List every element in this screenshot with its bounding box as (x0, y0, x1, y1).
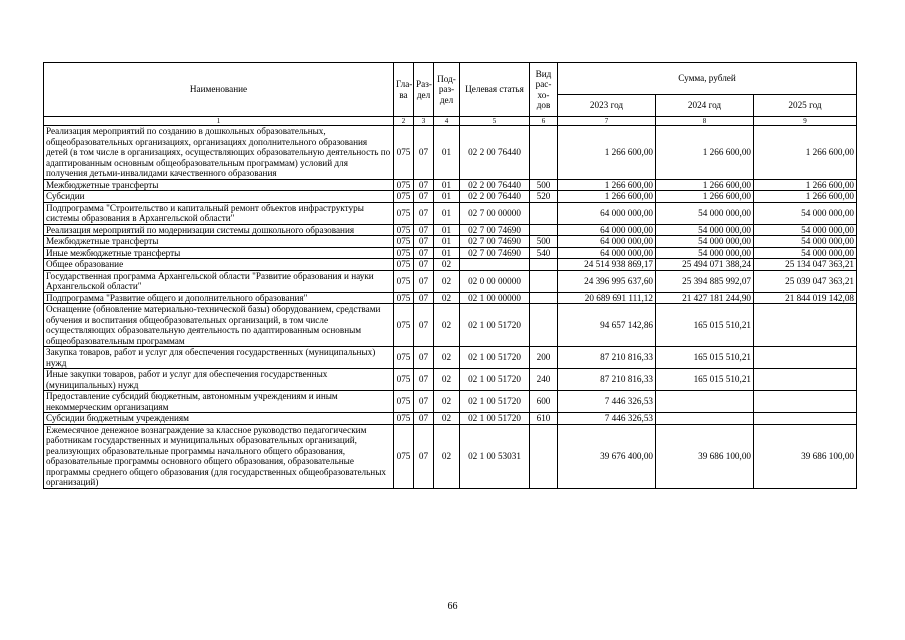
row-glava: 075 (394, 413, 414, 425)
row-target-article: 02 7 00 74690 (460, 247, 530, 259)
table-row (44, 247, 857, 259)
row-razdel: 07 (414, 224, 434, 236)
table-row (44, 236, 857, 248)
row-amount-2025: 21 844 019 142,08 (754, 292, 857, 304)
row-expense-type (530, 259, 558, 271)
row-target-article: 02 1 00 51720 (460, 304, 530, 347)
table-row (44, 202, 857, 224)
row-amount-2024: 165 015 510,21 (656, 347, 754, 369)
row-podrazdel: 01 (434, 247, 460, 259)
row-razdel: 07 (414, 236, 434, 248)
row-razdel: 07 (414, 424, 434, 488)
row-amount-2023: 64 000 000,00 (558, 236, 656, 248)
page-number: 66 (447, 601, 458, 612)
row-name: Иные закупки товаров, работ и услуг для обеспечения государственных (муниципальных) нужд (44, 369, 394, 391)
row-amount-2024: 25 394 885 992,07 (656, 270, 754, 292)
row-expense-type (530, 304, 558, 347)
row-target-article: 02 2 00 76440 (460, 126, 530, 180)
row-amount-2025 (754, 391, 857, 413)
table-row (44, 292, 857, 304)
row-amount-2024 (656, 413, 754, 425)
row-podrazdel: 01 (434, 236, 460, 248)
column-number: 7 (558, 117, 656, 126)
row-podrazdel: 02 (434, 413, 460, 425)
row-podrazdel: 01 (434, 202, 460, 224)
row-name: Закупка товаров, работ и услуг для обеспечения государственных (муниципальных) нужд (44, 347, 394, 369)
row-podrazdel: 02 (434, 391, 460, 413)
row-amount-2023: 87 210 816,33 (558, 347, 656, 369)
table-row (44, 126, 857, 180)
row-target-article: 02 2 00 76440 (460, 191, 530, 203)
header-year-2023: 2023 год (558, 95, 656, 117)
row-amount-2025: 25 039 047 363,21 (754, 270, 857, 292)
row-amount-2023: 64 000 000,00 (558, 247, 656, 259)
row-target-article: 02 1 00 51720 (460, 413, 530, 425)
column-number: 6 (530, 117, 558, 126)
row-podrazdel: 01 (434, 224, 460, 236)
table-row (44, 179, 857, 191)
table-row (44, 413, 857, 425)
table-row (44, 347, 857, 369)
row-name: Ежемесячное денежное вознаграждение за классное руководство педагогическим работникам государственных и муниципальных образовательных организаций, реализующих образовательные программы начального общего образования, образовательные программы основного общего образования, образовательные программы среднего общего образования (для государственных общеобразовательных организаций) (44, 424, 394, 488)
table-row (44, 191, 857, 203)
row-amount-2024: 54 000 000,00 (656, 247, 754, 259)
row-amount-2023: 39 676 400,00 (558, 424, 656, 488)
row-glava: 075 (394, 191, 414, 203)
column-number-row (44, 117, 857, 126)
row-glava: 075 (394, 391, 414, 413)
row-name: Субсидии (44, 191, 394, 203)
row-expense-type (530, 424, 558, 488)
column-number: 8 (656, 117, 754, 126)
row-expense-type: 610 (530, 413, 558, 425)
row-razdel: 07 (414, 347, 434, 369)
row-expense-type: 520 (530, 191, 558, 203)
budget-table (43, 62, 857, 489)
header-podrazdel: Под-раз-дел (434, 63, 460, 117)
row-glava: 075 (394, 424, 414, 488)
row-expense-type: 540 (530, 247, 558, 259)
row-target-article: 02 1 00 51720 (460, 347, 530, 369)
row-glava: 075 (394, 247, 414, 259)
row-razdel: 07 (414, 413, 434, 425)
row-amount-2024: 1 266 600,00 (656, 126, 754, 180)
row-name: Подпрограмма "Развитие общего и дополнительного образования" (44, 292, 394, 304)
row-razdel: 07 (414, 259, 434, 271)
row-amount-2024: 39 686 100,00 (656, 424, 754, 488)
row-amount-2023: 7 446 326,53 (558, 391, 656, 413)
row-glava: 075 (394, 179, 414, 191)
header-year-2024: 2024 год (656, 95, 754, 117)
row-expense-type (530, 224, 558, 236)
row-amount-2024: 54 000 000,00 (656, 236, 754, 248)
row-podrazdel: 02 (434, 292, 460, 304)
row-target-article: 02 7 00 74690 (460, 224, 530, 236)
row-amount-2023: 64 000 000,00 (558, 224, 656, 236)
row-podrazdel: 02 (434, 304, 460, 347)
header-vid: Вид рас-хо-дов (530, 63, 558, 117)
row-amount-2025 (754, 369, 857, 391)
row-glava: 075 (394, 304, 414, 347)
row-name: Предоставление субсидий бюджетным, автономным учреждениям и иным некоммерческим организациям (44, 391, 394, 413)
row-glava: 075 (394, 202, 414, 224)
row-amount-2023: 64 000 000,00 (558, 202, 656, 224)
row-name: Субсидии бюджетным учреждениям (44, 413, 394, 425)
row-podrazdel: 02 (434, 270, 460, 292)
row-podrazdel: 02 (434, 424, 460, 488)
row-name: Реализация мероприятий по созданию в дошкольных образовательных, общеобразовательных организациях, организациях дополнительного образования детей (в том числе в организациях, осуществляющих образовательную деятельность по адаптированным основным общеобразовательным программам) условий для получения детьми-инвалидами качественного образования (44, 126, 394, 180)
row-amount-2024: 25 494 071 388,24 (656, 259, 754, 271)
column-number: 2 (394, 117, 414, 126)
row-expense-type (530, 126, 558, 180)
row-expense-type: 500 (530, 236, 558, 248)
row-expense-type: 500 (530, 179, 558, 191)
row-amount-2023: 1 266 600,00 (558, 179, 656, 191)
header-glava: Гла-ва (394, 63, 414, 117)
row-razdel: 07 (414, 179, 434, 191)
row-name: Межбюджетные трансферты (44, 236, 394, 248)
header-target: Целевая статья (460, 63, 530, 117)
row-name: Общее образование (44, 259, 394, 271)
row-target-article: 02 1 00 51720 (460, 391, 530, 413)
table-row (44, 270, 857, 292)
row-podrazdel: 01 (434, 179, 460, 191)
row-expense-type: 240 (530, 369, 558, 391)
row-amount-2025: 1 266 600,00 (754, 179, 857, 191)
row-razdel: 07 (414, 191, 434, 203)
row-name: Подпрограмма "Строительство и капитальный ремонт объектов инфраструктуры системы образования в Архангельской области" (44, 202, 394, 224)
row-amount-2025: 54 000 000,00 (754, 224, 857, 236)
row-razdel: 07 (414, 247, 434, 259)
row-name: Межбюджетные трансферты (44, 179, 394, 191)
row-razdel: 07 (414, 391, 434, 413)
table-row (44, 369, 857, 391)
row-amount-2023: 20 689 691 111,12 (558, 292, 656, 304)
header-sum: Сумма, рублей (558, 63, 857, 95)
row-amount-2025 (754, 304, 857, 347)
row-razdel: 07 (414, 292, 434, 304)
row-amount-2025: 54 000 000,00 (754, 247, 857, 259)
row-podrazdel: 02 (434, 259, 460, 271)
column-number: 4 (434, 117, 460, 126)
row-amount-2023: 94 657 142,86 (558, 304, 656, 347)
row-amount-2024: 1 266 600,00 (656, 179, 754, 191)
table-row (44, 424, 857, 488)
row-glava: 075 (394, 369, 414, 391)
row-glava: 075 (394, 236, 414, 248)
row-razdel: 07 (414, 270, 434, 292)
header-razdel: Раз-дел (414, 63, 434, 117)
row-amount-2025 (754, 413, 857, 425)
row-glava: 075 (394, 347, 414, 369)
row-glava: 075 (394, 270, 414, 292)
row-amount-2025: 54 000 000,00 (754, 202, 857, 224)
row-amount-2023: 1 266 600,00 (558, 126, 656, 180)
row-target-article: 02 7 00 00000 (460, 202, 530, 224)
table-row (44, 259, 857, 271)
row-glava: 075 (394, 126, 414, 180)
row-target-article: 02 1 00 00000 (460, 292, 530, 304)
row-podrazdel: 02 (434, 347, 460, 369)
column-number: 5 (460, 117, 530, 126)
row-amount-2025: 1 266 600,00 (754, 126, 857, 180)
row-amount-2023: 7 446 326,53 (558, 413, 656, 425)
row-target-article (460, 259, 530, 271)
row-target-article: 02 2 00 76440 (460, 179, 530, 191)
row-expense-type (530, 270, 558, 292)
row-amount-2023: 1 266 600,00 (558, 191, 656, 203)
row-glava: 075 (394, 292, 414, 304)
table-row (44, 304, 857, 347)
row-name: Иные межбюджетные трансферты (44, 247, 394, 259)
row-glava: 075 (394, 259, 414, 271)
table-row (44, 224, 857, 236)
row-razdel: 07 (414, 126, 434, 180)
row-amount-2024: 165 015 510,21 (656, 304, 754, 347)
row-amount-2025 (754, 347, 857, 369)
row-amount-2025: 25 134 047 363,21 (754, 259, 857, 271)
row-razdel: 07 (414, 369, 434, 391)
row-expense-type: 200 (530, 347, 558, 369)
column-number: 1 (44, 117, 394, 126)
row-podrazdel: 01 (434, 126, 460, 180)
row-amount-2025: 1 266 600,00 (754, 191, 857, 203)
row-razdel: 07 (414, 202, 434, 224)
header-year-2025: 2025 год (754, 95, 857, 117)
row-amount-2024: 54 000 000,00 (656, 224, 754, 236)
header-name: Наименование (44, 63, 394, 117)
row-target-article: 02 7 00 74690 (460, 236, 530, 248)
row-name: Государственная программа Архангельской области "Развитие образования и науки Архангельской области" (44, 270, 394, 292)
row-podrazdel: 01 (434, 191, 460, 203)
row-amount-2025: 54 000 000,00 (754, 236, 857, 248)
row-podrazdel: 02 (434, 369, 460, 391)
row-target-article: 02 1 00 51720 (460, 369, 530, 391)
row-expense-type: 600 (530, 391, 558, 413)
row-expense-type (530, 202, 558, 224)
row-name: Реализация мероприятий по модернизации системы дошкольного образования (44, 224, 394, 236)
row-glava: 075 (394, 224, 414, 236)
table-row (44, 391, 857, 413)
row-amount-2024 (656, 391, 754, 413)
row-amount-2023: 87 210 816,33 (558, 369, 656, 391)
row-expense-type (530, 292, 558, 304)
row-amount-2023: 24 396 995 637,60 (558, 270, 656, 292)
row-name: Оснащение (обновление материально-технической базы) оборудованием, средствами обучения и воспитания общеобразовательных организаций, в том числе осуществляющих образовательную деятельность по адаптированным основным общеобразовательным программам (44, 304, 394, 347)
row-amount-2025: 39 686 100,00 (754, 424, 857, 488)
row-target-article: 02 1 00 53031 (460, 424, 530, 488)
row-target-article: 02 0 00 00000 (460, 270, 530, 292)
column-number: 3 (414, 117, 434, 126)
row-amount-2024: 1 266 600,00 (656, 191, 754, 203)
row-amount-2024: 21 427 181 244,90 (656, 292, 754, 304)
row-amount-2024: 165 015 510,21 (656, 369, 754, 391)
row-amount-2024: 54 000 000,00 (656, 202, 754, 224)
row-amount-2023: 24 514 938 869,17 (558, 259, 656, 271)
column-number: 9 (754, 117, 857, 126)
row-razdel: 07 (414, 304, 434, 347)
